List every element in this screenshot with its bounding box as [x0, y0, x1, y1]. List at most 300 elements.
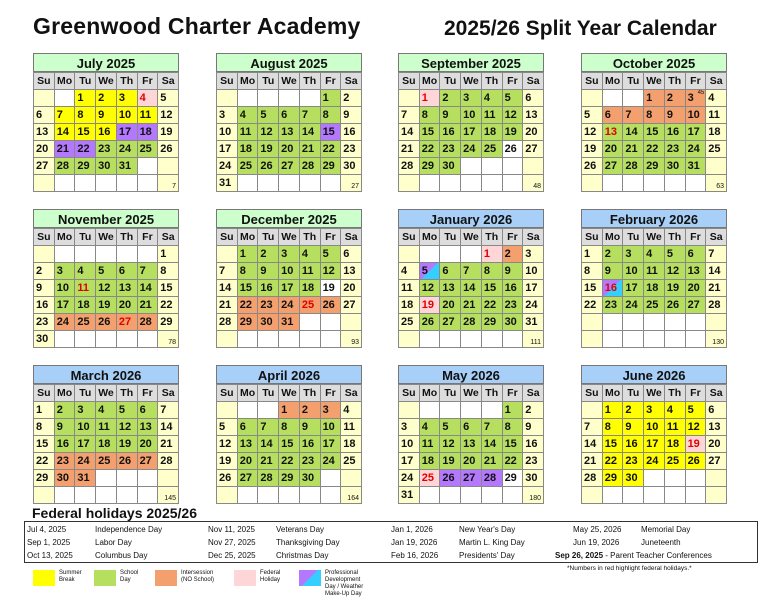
- empty-cell: [279, 175, 300, 192]
- holiday-date: Jun 19, 2026: [573, 538, 620, 547]
- day-cell: 8: [238, 263, 259, 280]
- day-cell: 5: [665, 246, 686, 263]
- month-title: October 2025: [581, 53, 727, 72]
- empty-cell: [138, 331, 159, 348]
- day-cell: 23: [258, 297, 279, 314]
- day-cell: 6: [523, 90, 544, 107]
- empty-cell: [482, 175, 503, 192]
- day-cell: 8: [603, 419, 624, 436]
- month-november-2025: [33, 209, 179, 348]
- day-cell: 26: [665, 297, 686, 314]
- federal-holidays-title: Federal holidays 2025/26: [32, 505, 197, 521]
- day-cell: 20: [34, 141, 55, 158]
- day-cell: 26: [503, 141, 524, 158]
- day-cell: 30: [341, 158, 362, 175]
- weekday-header: Mo: [238, 229, 259, 246]
- day-cell: 25: [644, 297, 665, 314]
- day-cell: 13: [706, 419, 727, 436]
- day-cell: 22: [238, 297, 259, 314]
- weekday-header: Sa: [341, 73, 362, 90]
- day-cell: 31: [523, 314, 544, 331]
- empty-cell: [75, 246, 96, 263]
- day-cell: 4: [706, 90, 727, 107]
- day-cell: 10: [686, 107, 707, 124]
- empty-cell: [96, 470, 117, 487]
- weekday-header: Sa: [706, 229, 727, 246]
- empty-cell: [117, 246, 138, 263]
- day-cell: 29: [482, 314, 503, 331]
- day-cell: 21: [158, 436, 179, 453]
- day-cell: 7: [158, 402, 179, 419]
- day-cell: 31: [217, 175, 238, 192]
- weekday-header: We: [279, 385, 300, 402]
- weekday-header: We: [461, 385, 482, 402]
- day-cell: 16: [603, 280, 624, 297]
- day-cell: 18: [75, 297, 96, 314]
- empty-cell: [582, 314, 603, 331]
- empty-cell: [279, 331, 300, 348]
- empty-cell: [686, 331, 707, 348]
- day-cell: 19: [686, 436, 707, 453]
- empty-cell: [482, 487, 503, 504]
- day-cell: 30: [300, 470, 321, 487]
- day-cell: 28: [258, 470, 279, 487]
- day-cell: 9: [300, 419, 321, 436]
- day-cell: 29: [420, 158, 441, 175]
- day-cell: 1: [582, 246, 603, 263]
- empty-cell: [399, 175, 420, 192]
- day-cell: 13: [461, 436, 482, 453]
- empty-cell: [461, 246, 482, 263]
- day-cell: 18: [665, 436, 686, 453]
- weekday-header: Sa: [523, 385, 544, 402]
- legend-swatch: [299, 570, 321, 586]
- day-cell: 5: [217, 419, 238, 436]
- day-cell: 22: [503, 453, 524, 470]
- holiday-name: Independence Day: [95, 525, 163, 534]
- day-cell: 8: [34, 419, 55, 436]
- day-cell: 18: [482, 124, 503, 141]
- weekday-header: Sa: [158, 73, 179, 90]
- day-cell: 5: [582, 107, 603, 124]
- day-cell: 12: [440, 436, 461, 453]
- day-cell: 18: [238, 141, 259, 158]
- empty-cell: [420, 175, 441, 192]
- weekday-header: Mo: [55, 73, 76, 90]
- weekday-header: Th: [665, 385, 686, 402]
- weekday-header: Su: [582, 73, 603, 90]
- weekday-header: Su: [217, 229, 238, 246]
- weekday-header: Mo: [603, 385, 624, 402]
- day-cell: 1: [482, 246, 503, 263]
- weekday-header: Su: [399, 229, 420, 246]
- weekday-header: Th: [482, 73, 503, 90]
- day-cell: 3: [75, 402, 96, 419]
- empty-cell: [603, 331, 624, 348]
- empty-cell: [461, 402, 482, 419]
- day-cell: 7: [623, 107, 644, 124]
- day-cell: 28: [55, 158, 76, 175]
- empty-cell: [603, 175, 624, 192]
- holiday-date: Jan 19, 2026: [391, 538, 438, 547]
- holiday-entry: [391, 525, 516, 535]
- day-cell: 21: [399, 141, 420, 158]
- day-cell: 23: [623, 453, 644, 470]
- day-cell: 7: [138, 263, 159, 280]
- empty-cell: [461, 487, 482, 504]
- weekday-header: Sa: [706, 385, 727, 402]
- weekday-header: Mo: [55, 385, 76, 402]
- day-cell: 19: [440, 453, 461, 470]
- day-cell: 3: [623, 246, 644, 263]
- day-cell: 27: [117, 314, 138, 331]
- day-cell: 30: [258, 314, 279, 331]
- legend-label: Summer Break: [59, 570, 82, 583]
- month-grid: [398, 384, 544, 504]
- empty-cell: [523, 487, 544, 504]
- day-cell: 29: [321, 158, 342, 175]
- day-cell: 11: [644, 263, 665, 280]
- day-cell: 27: [686, 297, 707, 314]
- empty-cell: [582, 331, 603, 348]
- empty-cell: [321, 175, 342, 192]
- legend-label: Federal Holiday: [260, 570, 281, 583]
- day-cell: 8: [582, 263, 603, 280]
- holiday-date: Dec 25, 2025: [208, 551, 256, 560]
- weekday-header: Tu: [440, 385, 461, 402]
- day-cell: 28: [158, 453, 179, 470]
- day-cell: 3: [399, 419, 420, 436]
- empty-cell: [461, 331, 482, 348]
- day-cell: 18: [706, 124, 727, 141]
- day-cell: 29: [238, 314, 259, 331]
- day-cell: 12: [217, 436, 238, 453]
- empty-cell: [503, 487, 524, 504]
- empty-cell: [96, 175, 117, 192]
- month-title: November 2025: [33, 209, 179, 228]
- day-cell: 15: [238, 280, 259, 297]
- day-cell: 31: [686, 158, 707, 175]
- weekday-header: Tu: [440, 73, 461, 90]
- day-cell: 4: [341, 402, 362, 419]
- day-cell: 16: [341, 124, 362, 141]
- conference-text: - Parent Teacher Conferences: [603, 551, 712, 560]
- month-title: April 2026: [216, 365, 362, 384]
- weekday-header: Tu: [75, 229, 96, 246]
- day-cell: 17: [75, 436, 96, 453]
- weekday-header: Sa: [341, 385, 362, 402]
- empty-cell: [644, 331, 665, 348]
- empty-cell: [582, 90, 603, 107]
- weekday-header: Tu: [623, 385, 644, 402]
- holiday-entry: [573, 538, 681, 548]
- day-cell: 14: [482, 436, 503, 453]
- month-grid: [581, 228, 727, 348]
- day-cell: 26: [440, 470, 461, 487]
- day-cell: 3: [644, 402, 665, 419]
- day-cell: 1: [238, 246, 259, 263]
- day-cell: 4: [75, 263, 96, 280]
- empty-cell: [321, 331, 342, 348]
- day-cell: 22: [75, 141, 96, 158]
- month-grid: [581, 384, 727, 504]
- day-cell: 25: [300, 297, 321, 314]
- day-cell: 26: [217, 470, 238, 487]
- day-cell: 11: [399, 280, 420, 297]
- day-cell: 5: [117, 402, 138, 419]
- weekday-header: Sa: [523, 229, 544, 246]
- day-cell: 29: [75, 158, 96, 175]
- empty-cell: [420, 331, 441, 348]
- day-cell: 6: [117, 263, 138, 280]
- day-cell: 24: [117, 141, 138, 158]
- day-cell: 1: [644, 90, 665, 107]
- day-cell: 30: [665, 158, 686, 175]
- empty-cell: [582, 402, 603, 419]
- day-cell: 21: [582, 453, 603, 470]
- weekday-header: Fr: [503, 229, 524, 246]
- day-cell: 30: [34, 331, 55, 348]
- day-cell: 7: [399, 107, 420, 124]
- day-cell: 26: [686, 453, 707, 470]
- day-cell: 31: [117, 158, 138, 175]
- day-cell: 13: [686, 263, 707, 280]
- empty-cell: [706, 158, 727, 175]
- weekday-header: Tu: [75, 73, 96, 90]
- empty-cell: [706, 470, 727, 487]
- empty-cell: [665, 175, 686, 192]
- empty-cell: [482, 331, 503, 348]
- weekday-header: Fr: [503, 385, 524, 402]
- calendar-subtitle: 2025/26 Split Year Calendar: [444, 17, 717, 40]
- weekday-header: Fr: [321, 229, 342, 246]
- day-cell: 5: [158, 90, 179, 107]
- day-cell: 9: [523, 419, 544, 436]
- day-cell: 21: [55, 141, 76, 158]
- holiday-date: Sep 1, 2025: [27, 538, 71, 547]
- month-september-2025: [398, 53, 544, 192]
- month-title: March 2026: [33, 365, 179, 384]
- day-cell: 13: [341, 263, 362, 280]
- day-cell: 9: [665, 107, 686, 124]
- day-cell: 18: [399, 297, 420, 314]
- empty-cell: [34, 246, 55, 263]
- day-cell: 13: [523, 107, 544, 124]
- day-cell: 30: [523, 470, 544, 487]
- day-cell: 16: [665, 124, 686, 141]
- empty-cell: [686, 470, 707, 487]
- weekday-header: Mo: [420, 229, 441, 246]
- empty-cell: [665, 470, 686, 487]
- empty-cell: [300, 90, 321, 107]
- day-cell: 15: [503, 436, 524, 453]
- month-grid: [33, 384, 179, 504]
- empty-cell: [399, 331, 420, 348]
- empty-cell: [686, 175, 707, 192]
- day-cell: 23: [503, 297, 524, 314]
- weekday-header: Th: [482, 229, 503, 246]
- day-cell: 16: [623, 436, 644, 453]
- day-cell: 30: [623, 470, 644, 487]
- day-cell: 17: [686, 124, 707, 141]
- weekday-header: We: [644, 229, 665, 246]
- day-cell: 14: [158, 419, 179, 436]
- empty-cell: [341, 314, 362, 331]
- day-cell: 27: [461, 470, 482, 487]
- weekday-header: We: [96, 73, 117, 90]
- month-december-2025: [216, 209, 362, 348]
- day-cell: 26: [158, 141, 179, 158]
- empty-cell: [75, 331, 96, 348]
- day-cell: 2: [96, 90, 117, 107]
- holiday-date: May 25, 2026: [573, 525, 622, 534]
- day-cell: 4: [399, 263, 420, 280]
- empty-cell: [217, 246, 238, 263]
- empty-cell: [461, 158, 482, 175]
- weekday-header: Mo: [420, 385, 441, 402]
- day-cell: 14: [258, 436, 279, 453]
- empty-cell: [279, 90, 300, 107]
- weekday-header: We: [279, 73, 300, 90]
- weekday-header: Sa: [523, 73, 544, 90]
- day-cell: 8: [420, 107, 441, 124]
- weekday-header: Fr: [686, 385, 707, 402]
- weekday-header: Su: [582, 385, 603, 402]
- empty-cell: [34, 175, 55, 192]
- weekday-header: Mo: [420, 73, 441, 90]
- empty-cell: [217, 487, 238, 504]
- day-cell: 26: [582, 158, 603, 175]
- weekday-header: Sa: [341, 229, 362, 246]
- empty-cell: [582, 175, 603, 192]
- day-cell: 3: [523, 246, 544, 263]
- day-cell: 25: [706, 141, 727, 158]
- day-cell: 2: [55, 402, 76, 419]
- holiday-entry: [391, 551, 515, 561]
- empty-cell: [341, 331, 362, 348]
- day-cell: 2: [300, 402, 321, 419]
- day-cell: 19: [582, 141, 603, 158]
- day-cell: 6: [461, 419, 482, 436]
- cumulative-day-count: 27: [351, 183, 359, 190]
- day-cell: 24: [461, 141, 482, 158]
- weekday-header: Su: [217, 73, 238, 90]
- weekday-header: Th: [300, 229, 321, 246]
- day-cell: 13: [238, 436, 259, 453]
- day-cell: 7: [258, 419, 279, 436]
- day-cell: 18: [138, 124, 159, 141]
- day-cell: 17: [644, 436, 665, 453]
- month-title: December 2025: [216, 209, 362, 228]
- cumulative-day-count: 7: [172, 183, 176, 190]
- empty-cell: [55, 487, 76, 504]
- day-cell: 11: [341, 419, 362, 436]
- day-cell: 2: [503, 246, 524, 263]
- day-cell: 30: [55, 470, 76, 487]
- holiday-date: Jul 4, 2025: [27, 525, 67, 534]
- calendar-title: Greenwood Charter Academy: [33, 13, 361, 39]
- day-cell: 13: [34, 124, 55, 141]
- day-cell: 1: [279, 402, 300, 419]
- day-cell: 24: [279, 297, 300, 314]
- empty-cell: [582, 487, 603, 504]
- day-cell: 17: [55, 297, 76, 314]
- month-title: May 2026: [398, 365, 544, 384]
- empty-cell: [75, 487, 96, 504]
- day-cell: 24: [321, 453, 342, 470]
- day-cell: 11: [300, 263, 321, 280]
- holiday-name: Juneteenth: [641, 538, 681, 547]
- empty-cell: [117, 487, 138, 504]
- day-cell: 15: [34, 436, 55, 453]
- day-cell: 6: [686, 246, 707, 263]
- day-cell: 17: [399, 453, 420, 470]
- weekday-header: Su: [34, 229, 55, 246]
- day-cell: 2: [34, 263, 55, 280]
- day-cell: 11: [706, 107, 727, 124]
- day-cell: 15: [75, 124, 96, 141]
- empty-cell: [623, 314, 644, 331]
- empty-cell: [321, 487, 342, 504]
- empty-cell: [644, 175, 665, 192]
- day-cell: 14: [623, 124, 644, 141]
- empty-cell: [461, 175, 482, 192]
- day-cell: 2: [440, 90, 461, 107]
- day-cell: 9: [258, 263, 279, 280]
- weekday-header: Sa: [158, 385, 179, 402]
- holiday-date: Nov 27, 2025: [208, 538, 256, 547]
- day-cell: 9: [96, 107, 117, 124]
- day-cell: 1: [75, 90, 96, 107]
- day-cell: 3 45: [686, 90, 707, 107]
- day-cell: 29: [644, 158, 665, 175]
- day-cell: 10: [117, 107, 138, 124]
- day-cell: 24: [686, 141, 707, 158]
- day-cell: 6: [706, 402, 727, 419]
- cumulative-day-count: 111: [530, 339, 541, 346]
- month-grid: [581, 72, 727, 192]
- day-cell: 1: [503, 402, 524, 419]
- day-cell: 23: [603, 297, 624, 314]
- day-cell: 22: [34, 453, 55, 470]
- day-cell: 10: [523, 263, 544, 280]
- month-grid: [398, 228, 544, 348]
- holiday-entry: [391, 538, 525, 548]
- day-cell: 17: [321, 436, 342, 453]
- day-cell: 11: [75, 280, 96, 297]
- day-cell: 12: [686, 419, 707, 436]
- weekday-header: Tu: [258, 229, 279, 246]
- legend-swatch: [234, 570, 256, 586]
- day-cell: 19: [96, 297, 117, 314]
- day-cell: 12: [158, 107, 179, 124]
- day-cell: 27: [34, 158, 55, 175]
- day-cell: 12: [258, 124, 279, 141]
- day-cell: 28: [217, 314, 238, 331]
- day-cell: 29: [158, 314, 179, 331]
- weekday-header: We: [644, 385, 665, 402]
- weekday-header: Tu: [258, 385, 279, 402]
- day-cell: 3: [279, 246, 300, 263]
- empty-cell: [96, 331, 117, 348]
- day-cell: 28: [461, 314, 482, 331]
- day-cell: 6: [341, 246, 362, 263]
- weekday-header: Fr: [503, 73, 524, 90]
- day-cell: 14: [300, 124, 321, 141]
- legend-swatch: [33, 570, 55, 586]
- weekday-header: Tu: [623, 73, 644, 90]
- day-cell: 8: [279, 419, 300, 436]
